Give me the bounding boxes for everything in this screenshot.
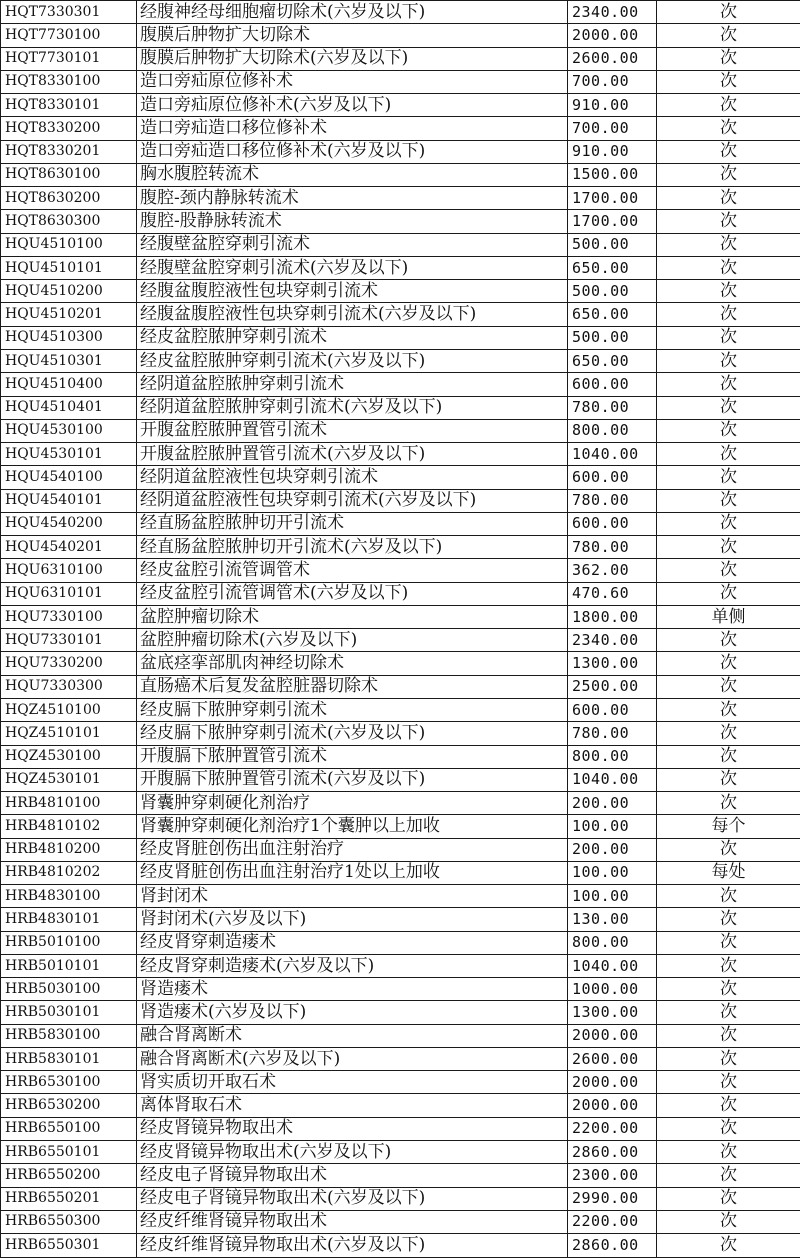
item-code-cell: HQZ4530100: [1, 745, 137, 768]
item-name-cell: 经直肠盆腔脓肿切开引流术: [137, 512, 568, 535]
item-unit-cell: 次: [657, 698, 800, 721]
item-name-cell: 肾囊肿穿刺硬化剂治疗: [137, 792, 568, 815]
item-code-cell: HRB4810100: [1, 792, 137, 815]
item-price-cell: 130.00: [568, 908, 657, 931]
item-name-cell: 经皮肾镜异物取出术: [137, 1117, 568, 1140]
item-unit-cell: 次: [657, 1, 800, 24]
item-name-cell: 经阴道盆腔脓肿穿刺引流术: [137, 373, 568, 396]
item-price-cell: 800.00: [568, 745, 657, 768]
item-unit-cell: 次: [657, 1094, 800, 1117]
table-row: [1, 629, 800, 652]
item-price-cell: 780.00: [568, 722, 657, 745]
item-name-cell: 肾囊肿穿刺硬化剂治疗1个囊肿以上加收: [137, 815, 568, 838]
item-code-cell: HQU7330200: [1, 652, 137, 675]
item-code-cell: HRB6550100: [1, 1117, 137, 1140]
item-price-cell: 2600.00: [568, 47, 657, 70]
item-code-cell: HRB4830100: [1, 885, 137, 908]
item-code-cell: HQZ4530101: [1, 768, 137, 791]
item-code-cell: HRB6530200: [1, 1094, 137, 1117]
item-unit-cell: 次: [657, 954, 800, 977]
item-code-cell: HQZ4510101: [1, 722, 137, 745]
item-name-cell: 经皮盆腔引流管调管术: [137, 559, 568, 582]
item-code-cell: HQU7330100: [1, 605, 137, 628]
item-unit-cell: 次: [657, 47, 800, 70]
table-row: [1, 280, 800, 303]
item-code-cell: HQU7330101: [1, 629, 137, 652]
table-row: [1, 419, 800, 442]
item-name-cell: 盆腔肿瘤切除术: [137, 605, 568, 628]
item-name-cell: 直肠癌术后复发盆腔脏器切除术: [137, 675, 568, 698]
item-unit-cell: 次: [657, 675, 800, 698]
item-price-cell: 500.00: [568, 233, 657, 256]
item-name-cell: 融合肾离断术: [137, 1024, 568, 1047]
table-row: [1, 396, 800, 419]
item-code-cell: HQU6310100: [1, 559, 137, 582]
item-code-cell: HQU4530101: [1, 443, 137, 466]
table-row: [1, 1001, 800, 1024]
item-code-cell: HQU4510100: [1, 233, 137, 256]
item-code-cell: HQT8330100: [1, 70, 137, 93]
item-name-cell: 造口旁疝造口移位修补术(六岁及以下): [137, 140, 568, 163]
item-name-cell: 开腹膈下脓肿置管引流术(六岁及以下): [137, 768, 568, 791]
table-row: [1, 70, 800, 93]
item-code-cell: HQT7730100: [1, 24, 137, 47]
table-row: [1, 443, 800, 466]
table-row: [1, 768, 800, 791]
item-code-cell: HQT7730101: [1, 47, 137, 70]
item-code-cell: HRB5030100: [1, 978, 137, 1001]
table-row: [1, 256, 800, 279]
table-row: [1, 908, 800, 931]
item-code-cell: HQT7330301: [1, 1, 137, 24]
table-row: [1, 1024, 800, 1047]
item-unit-cell: 次: [657, 140, 800, 163]
item-name-cell: 融合肾离断术(六岁及以下): [137, 1047, 568, 1070]
item-name-cell: 经腹神经母细胞瘤切除术(六岁及以下): [137, 1, 568, 24]
table-row: [1, 233, 800, 256]
item-name-cell: 开腹盆腔脓肿置管引流术(六岁及以下): [137, 443, 568, 466]
item-price-cell: 1700.00: [568, 187, 657, 210]
item-price-cell: 470.60: [568, 582, 657, 605]
item-price-cell: 650.00: [568, 256, 657, 279]
item-unit-cell: 次: [657, 349, 800, 372]
table-row: [1, 373, 800, 396]
table-row: [1, 861, 800, 884]
item-unit-cell: 次: [657, 792, 800, 815]
item-code-cell: HRB5010101: [1, 954, 137, 977]
item-name-cell: 开腹膈下脓肿置管引流术: [137, 745, 568, 768]
table-row: [1, 792, 800, 815]
item-unit-cell: 次: [657, 1141, 800, 1164]
item-name-cell: 经皮肾穿刺造瘘术(六岁及以下): [137, 954, 568, 977]
item-name-cell: 开腹盆腔脓肿置管引流术: [137, 419, 568, 442]
item-price-cell: 2860.00: [568, 1141, 657, 1164]
item-unit-cell: 次: [657, 466, 800, 489]
table-row: [1, 536, 800, 559]
item-unit-cell: 次: [657, 187, 800, 210]
item-name-cell: 经腹壁盆腔穿刺引流术(六岁及以下): [137, 256, 568, 279]
item-code-cell: HQU4530100: [1, 419, 137, 442]
item-name-cell: 经皮肾脏创伤出血注射治疗: [137, 838, 568, 861]
item-name-cell: 盆腔肿瘤切除术(六岁及以下): [137, 629, 568, 652]
item-price-cell: 100.00: [568, 815, 657, 838]
item-name-cell: 离体肾取石术: [137, 1094, 568, 1117]
table-row: [1, 1187, 800, 1210]
table-row: [1, 489, 800, 512]
item-name-cell: 肾实质切开取石术: [137, 1071, 568, 1094]
item-code-cell: HRB4810202: [1, 861, 137, 884]
table-row: [1, 605, 800, 628]
item-unit-cell: 次: [657, 745, 800, 768]
item-unit-cell: 次: [657, 280, 800, 303]
item-name-cell: 经皮膈下脓肿穿刺引流术(六岁及以下): [137, 722, 568, 745]
item-name-cell: 腹膜后肿物扩大切除术: [137, 24, 568, 47]
item-price-cell: 910.00: [568, 94, 657, 117]
item-price-cell: 2500.00: [568, 675, 657, 698]
table-row: [1, 512, 800, 535]
item-unit-cell: 次: [657, 652, 800, 675]
item-price-cell: 2340.00: [568, 1, 657, 24]
item-price-cell: 600.00: [568, 373, 657, 396]
item-price-cell: 1300.00: [568, 652, 657, 675]
item-code-cell: HRB5830100: [1, 1024, 137, 1047]
item-price-cell: 500.00: [568, 280, 657, 303]
item-price-cell: 800.00: [568, 419, 657, 442]
item-price-cell: 780.00: [568, 536, 657, 559]
table-row: [1, 1047, 800, 1070]
item-name-cell: 经皮肾镜异物取出术(六岁及以下): [137, 1141, 568, 1164]
item-name-cell: 肾封闭术(六岁及以下): [137, 908, 568, 931]
item-code-cell: HRB5030101: [1, 1001, 137, 1024]
item-name-cell: 造口旁疝原位修补术: [137, 70, 568, 93]
item-unit-cell: 次: [657, 1024, 800, 1047]
item-code-cell: HQT8630100: [1, 163, 137, 186]
item-code-cell: HQU4510401: [1, 396, 137, 419]
table-body: [1, 1, 800, 1258]
table-row: [1, 1141, 800, 1164]
item-price-cell: 362.00: [568, 559, 657, 582]
item-price-cell: 780.00: [568, 489, 657, 512]
item-name-cell: 胸水腹腔转流术: [137, 163, 568, 186]
item-price-cell: 2300.00: [568, 1164, 657, 1187]
item-name-cell: 腹膜后肿物扩大切除术(六岁及以下): [137, 47, 568, 70]
item-code-cell: HRB5010100: [1, 931, 137, 954]
item-name-cell: 经皮肾脏创伤出血注射治疗1处以上加收: [137, 861, 568, 884]
item-unit-cell: 次: [657, 373, 800, 396]
item-unit-cell: 次: [657, 94, 800, 117]
item-price-cell: 1300.00: [568, 1001, 657, 1024]
item-name-cell: 经皮电子肾镜异物取出术: [137, 1164, 568, 1187]
item-unit-cell: 次: [657, 24, 800, 47]
item-code-cell: HRB6550201: [1, 1187, 137, 1210]
table-row: [1, 1071, 800, 1094]
table-row: [1, 722, 800, 745]
item-code-cell: HQU4510400: [1, 373, 137, 396]
table-row: [1, 931, 800, 954]
table-row: [1, 1094, 800, 1117]
item-unit-cell: 次: [657, 70, 800, 93]
item-name-cell: 造口旁疝造口移位修补术: [137, 117, 568, 140]
item-code-cell: HRB6550300: [1, 1210, 137, 1233]
item-price-cell: 800.00: [568, 931, 657, 954]
item-code-cell: HQT8330200: [1, 117, 137, 140]
table-row: [1, 954, 800, 977]
item-price-cell: 2340.00: [568, 629, 657, 652]
item-name-cell: 经直肠盆腔脓肿切开引流术(六岁及以下): [137, 536, 568, 559]
item-unit-cell: 每个: [657, 815, 800, 838]
item-code-cell: HQT8630200: [1, 187, 137, 210]
item-price-cell: 1800.00: [568, 605, 657, 628]
item-unit-cell: 次: [657, 629, 800, 652]
item-code-cell: HQU4540201: [1, 536, 137, 559]
item-unit-cell: 次: [657, 931, 800, 954]
item-price-cell: 2000.00: [568, 24, 657, 47]
item-price-cell: 780.00: [568, 396, 657, 419]
item-price-cell: 1500.00: [568, 163, 657, 186]
item-price-cell: 700.00: [568, 70, 657, 93]
item-unit-cell: 次: [657, 489, 800, 512]
item-unit-cell: 次: [657, 117, 800, 140]
table-row: [1, 1164, 800, 1187]
item-unit-cell: 次: [657, 163, 800, 186]
table-row: [1, 698, 800, 721]
table-row: [1, 652, 800, 675]
item-name-cell: 经皮盆腔脓肿穿刺引流术: [137, 326, 568, 349]
item-price-cell: 1040.00: [568, 768, 657, 791]
item-code-cell: HQU4540200: [1, 512, 137, 535]
table-row: [1, 675, 800, 698]
item-price-cell: 600.00: [568, 512, 657, 535]
table-row: [1, 140, 800, 163]
table-row: [1, 210, 800, 233]
item-unit-cell: 次: [657, 303, 800, 326]
item-price-cell: 200.00: [568, 838, 657, 861]
item-unit-cell: 次: [657, 1001, 800, 1024]
item-price-cell: 600.00: [568, 698, 657, 721]
table-row: [1, 47, 800, 70]
item-name-cell: 经腹壁盆腔穿刺引流术: [137, 233, 568, 256]
item-code-cell: HQU4510101: [1, 256, 137, 279]
item-code-cell: HRB4830101: [1, 908, 137, 931]
item-price-cell: 1040.00: [568, 443, 657, 466]
item-unit-cell: 次: [657, 885, 800, 908]
item-price-cell: 2860.00: [568, 1234, 657, 1258]
table-row: [1, 745, 800, 768]
item-unit-cell: 次: [657, 1187, 800, 1210]
item-price-cell: 1700.00: [568, 210, 657, 233]
table-row: [1, 94, 800, 117]
item-unit-cell: 次: [657, 722, 800, 745]
table-row: [1, 978, 800, 1001]
table-row: [1, 117, 800, 140]
table-row: [1, 326, 800, 349]
item-code-cell: HQU4510300: [1, 326, 137, 349]
item-code-cell: HQU7330300: [1, 675, 137, 698]
item-code-cell: HQU4510201: [1, 303, 137, 326]
item-unit-cell: 每处: [657, 861, 800, 884]
item-name-cell: 腹腔-颈内静脉转流术: [137, 187, 568, 210]
item-name-cell: 经阴道盆腔液性包块穿刺引流术: [137, 466, 568, 489]
item-name-cell: 肾封闭术: [137, 885, 568, 908]
item-code-cell: HQU6310101: [1, 582, 137, 605]
item-price-cell: 2000.00: [568, 1071, 657, 1094]
item-price-cell: 2200.00: [568, 1117, 657, 1140]
item-unit-cell: 次: [657, 443, 800, 466]
item-unit-cell: 次: [657, 1117, 800, 1140]
item-name-cell: 经腹盆腹腔液性包块穿刺引流术: [137, 280, 568, 303]
item-price-cell: 2200.00: [568, 1210, 657, 1233]
item-unit-cell: 单侧: [657, 605, 800, 628]
item-name-cell: 肾造瘘术: [137, 978, 568, 1001]
item-price-cell: 600.00: [568, 466, 657, 489]
item-code-cell: HQU4510301: [1, 349, 137, 372]
table-row: [1, 582, 800, 605]
table-row: [1, 838, 800, 861]
item-unit-cell: 次: [657, 256, 800, 279]
item-code-cell: HRB6550101: [1, 1141, 137, 1164]
item-code-cell: HRB6550200: [1, 1164, 137, 1187]
item-price-cell: 100.00: [568, 861, 657, 884]
table-row: [1, 559, 800, 582]
item-name-cell: 腹腔-股静脉转流术: [137, 210, 568, 233]
item-price-cell: 100.00: [568, 885, 657, 908]
item-unit-cell: 次: [657, 1164, 800, 1187]
item-unit-cell: 次: [657, 978, 800, 1001]
item-name-cell: 造口旁疝原位修补术(六岁及以下): [137, 94, 568, 117]
item-name-cell: 肾造瘘术(六岁及以下): [137, 1001, 568, 1024]
item-code-cell: HRB4810102: [1, 815, 137, 838]
item-name-cell: 经阴道盆腔液性包块穿刺引流术(六岁及以下): [137, 489, 568, 512]
item-unit-cell: 次: [657, 512, 800, 535]
item-unit-cell: 次: [657, 233, 800, 256]
item-code-cell: HQU4540101: [1, 489, 137, 512]
item-unit-cell: 次: [657, 1210, 800, 1233]
item-unit-cell: 次: [657, 908, 800, 931]
item-price-cell: 2990.00: [568, 1187, 657, 1210]
table-row: [1, 163, 800, 186]
item-name-cell: 经腹盆腹腔液性包块穿刺引流术(六岁及以下): [137, 303, 568, 326]
table-row: [1, 1210, 800, 1233]
item-unit-cell: 次: [657, 1234, 800, 1258]
item-price-cell: 500.00: [568, 326, 657, 349]
item-code-cell: HQT8330201: [1, 140, 137, 163]
table-row: [1, 349, 800, 372]
item-price-cell: 700.00: [568, 117, 657, 140]
table-row: [1, 187, 800, 210]
table-row: [1, 885, 800, 908]
item-price-cell: 1000.00: [568, 978, 657, 1001]
item-unit-cell: 次: [657, 768, 800, 791]
table-row: [1, 1117, 800, 1140]
table-row: [1, 1, 800, 24]
item-unit-cell: 次: [657, 1047, 800, 1070]
item-unit-cell: 次: [657, 1071, 800, 1094]
item-price-cell: 1040.00: [568, 954, 657, 977]
item-price-cell: 200.00: [568, 792, 657, 815]
item-price-cell: 650.00: [568, 303, 657, 326]
item-unit-cell: 次: [657, 838, 800, 861]
item-code-cell: HQZ4510100: [1, 698, 137, 721]
item-unit-cell: 次: [657, 419, 800, 442]
item-unit-cell: 次: [657, 396, 800, 419]
item-code-cell: HRB5830101: [1, 1047, 137, 1070]
item-price-cell: 2000.00: [568, 1024, 657, 1047]
item-price-cell: 2000.00: [568, 1094, 657, 1117]
item-price-cell: 650.00: [568, 349, 657, 372]
item-unit-cell: 次: [657, 326, 800, 349]
table-row: [1, 466, 800, 489]
item-unit-cell: 次: [657, 210, 800, 233]
item-price-cell: 2600.00: [568, 1047, 657, 1070]
item-name-cell: 经皮盆腔引流管调管术(六岁及以下): [137, 582, 568, 605]
table-row: [1, 24, 800, 47]
item-code-cell: HQU4540100: [1, 466, 137, 489]
item-code-cell: HQU4510200: [1, 280, 137, 303]
item-code-cell: HQT8630300: [1, 210, 137, 233]
item-name-cell: 经皮纤维肾镜异物取出术: [137, 1210, 568, 1233]
item-name-cell: 盆底痉挛部肌肉神经切除术: [137, 652, 568, 675]
item-code-cell: HRB6550301: [1, 1234, 137, 1258]
item-name-cell: 经皮盆腔脓肿穿刺引流术(六岁及以下): [137, 349, 568, 372]
item-name-cell: 经皮膈下脓肿穿刺引流术: [137, 698, 568, 721]
table-row: [1, 815, 800, 838]
item-code-cell: HRB6530100: [1, 1071, 137, 1094]
item-name-cell: 经皮电子肾镜异物取出术(六岁及以下): [137, 1187, 568, 1210]
item-code-cell: HQT8330101: [1, 94, 137, 117]
item-name-cell: 经阴道盆腔脓肿穿刺引流术(六岁及以下): [137, 396, 568, 419]
item-unit-cell: 次: [657, 559, 800, 582]
item-name-cell: 经皮肾穿刺造瘘术: [137, 931, 568, 954]
item-price-cell: 910.00: [568, 140, 657, 163]
table-row: [1, 1234, 800, 1258]
table-row: [1, 303, 800, 326]
item-code-cell: HRB4810200: [1, 838, 137, 861]
item-name-cell: 经皮纤维肾镜异物取出术(六岁及以下): [137, 1234, 568, 1258]
item-unit-cell: 次: [657, 536, 800, 559]
item-unit-cell: 次: [657, 582, 800, 605]
